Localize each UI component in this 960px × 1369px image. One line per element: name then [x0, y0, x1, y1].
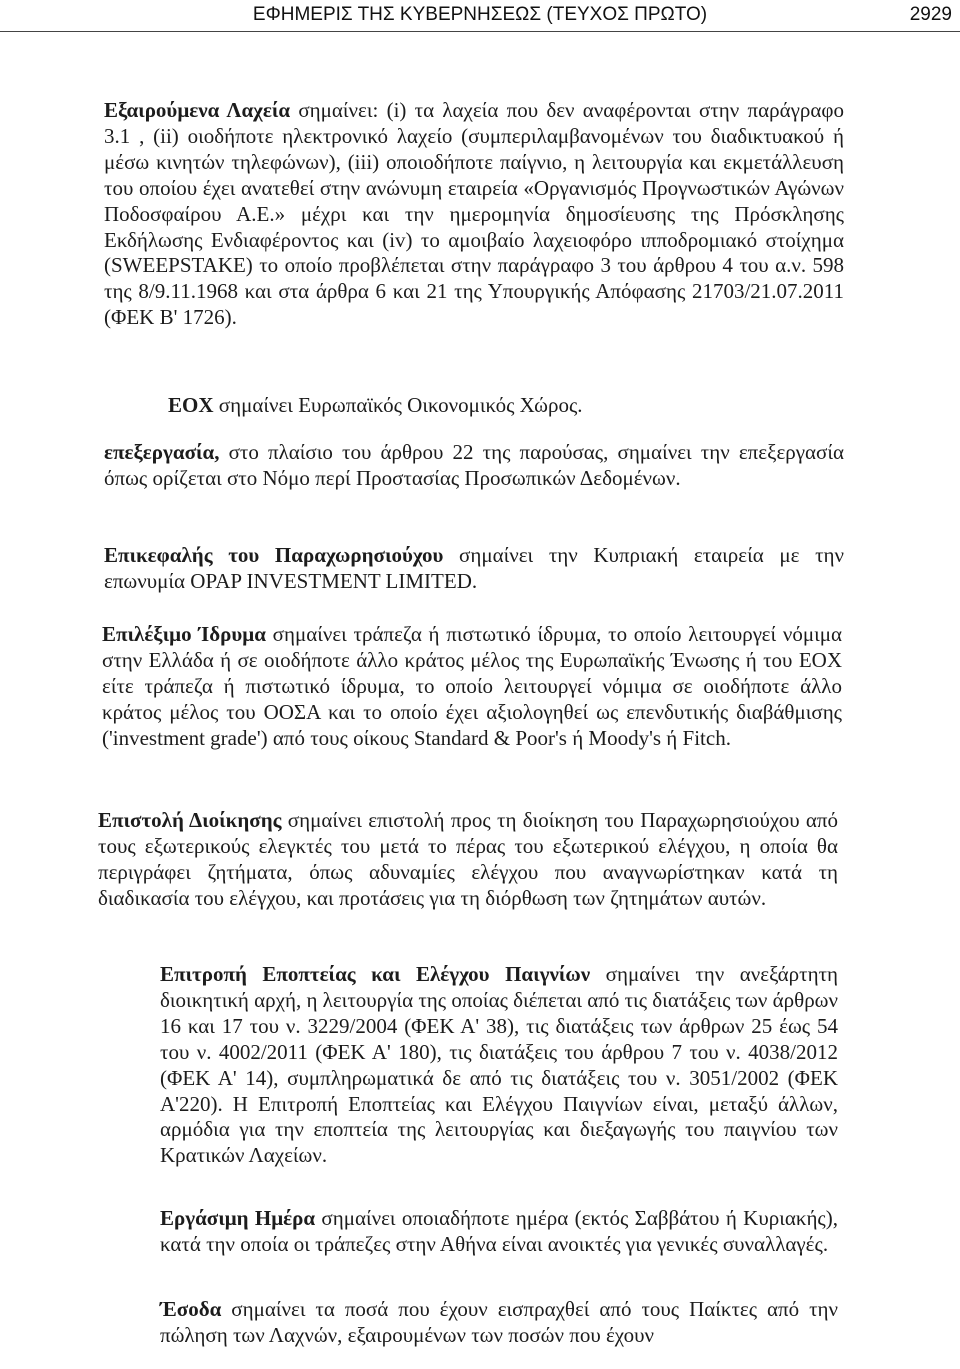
definition-term: Έσοδα	[160, 1297, 222, 1321]
page-number: 2929	[909, 4, 952, 25]
definition-eox	[168, 393, 848, 419]
definition-text: σημαίνει Ευρωπαϊκός Οικονομικός Χώρος.	[213, 393, 583, 417]
definition-term: Επιτροπή Εποπτείας και Ελέγχου Παιγνίων	[160, 962, 591, 986]
definition-text: σημαίνει τα ποσά που έχουν εισπραχθεί από τους Παίκτες από την πώληση των Λαχνών, εξαιρουμένων των ποσών που έχουν	[160, 1297, 838, 1347]
scanned-document-body	[0, 40, 960, 1369]
definition-text: σημαίνει την Κυπριακή εταιρεία με την επωνυμία OPAP INVESTMENT LIMITED.	[104, 543, 845, 593]
definition-gaming-commission	[160, 962, 838, 1169]
definition-text: σημαίνει: (i) τα λαχεία που δεν αναφέρονται στην παράγραφο 3.1 , (ii) οιοδήποτε ηλεκτρονικό λαχείο (συμπεριλαμβανομένων του διαδικτυακού ή μέσω κινητών τηλεφώνων), (iii) οποιοδήποτε παίγνιο, η λειτουργία και εκμετάλλευση του οποίου έχει ανατεθεί στην ανώνυμη εταιρεία «Οργανισμός Προγνωστικών Αγώνων Ποδοσφαίρου Α.Ε.» μέχρι και την ημερομηνία δημοσίευσης της Πρόσκλησης Εκδήλωσης Ενδιαφέροντος και (iv) το αμοιβαίο λαχειοφόρο ιπποδρομιακό στοίχημα (SWEEPSTAKE) το οποίο προβλέπεται στην παράγραφο 3 του άρθρου 4 του α.ν. 598 της 8/9.11.1968 και στα άρθρα 6 και 21 της Υπουργικής Απόφασης 21703/21.07.2011 (ΦΕΚ Β' 1726).	[104, 98, 844, 330]
definition-text: στο πλαίσιο του άρθρου 22 της παρούσας, σημαίνει την επεξεργασία όπως ορίζεται στο Νόμο περί Προστασίας Προσωπικών Δεδομένων.	[104, 440, 844, 490]
definition-concessionaire-head	[104, 543, 844, 595]
definition-processing	[104, 440, 844, 492]
definition-text: σημαίνει επιστολή προς τη διοίκηση του Παραχωρησιούχου από τους εξωτερικούς ελεγκτές του μετά το πέρας του εξωτερικού ελέγχου, η οποία θα περιγράφει ζητήματα, όπως αδυναμίες ελέγχου που αναγνωρίστηκαν κατά τη διαδικασία του ελέγχου, και προτάσεις για τη διόρθωση των ζητημάτων αυτών.	[98, 808, 839, 910]
definition-management-letter	[98, 808, 838, 912]
gazette-title: ΕΦΗΜΕΡΙΣ ΤΗΣ ΚΥΒΕΡΝΗΣΕΩΣ (ΤΕΥΧΟΣ ΠΡΩΤΟ)	[252, 4, 708, 25]
header-divider	[0, 31, 960, 32]
definition-eligible-institution	[102, 622, 842, 752]
definition-term: Επιστολή Διοίκησης	[98, 808, 282, 832]
definition-term: επεξεργασία,	[104, 440, 220, 464]
definition-excluded-lotteries	[104, 98, 844, 331]
definition-term: Επιλέξιμο Ίδρυμα	[102, 622, 266, 646]
definition-text: σημαίνει την ανεξάρτητη διοικητική αρχή, η λειτουργία της οποίας διέπεται από τις διατάξεις των άρθρων 16 και 17 του ν. 3229/2004 (ΦΕΚ Α' 38), τις διατάξεις των άρθρων 25 έως 54 του ν. 4002/2011 (ΦΕΚ Α' 180), τις διατάξεις του άρθρου 7 του ν. 4038/2012 (ΦΕΚ Α' 14), συμπληρωματικά δε από τις διατάξεις του ν. 3051/2002 (ΦΕΚ Α'220). Η Επιτροπή Εποπτείας και Ελέγχου Παιγνίων είναι, μεταξύ άλλων, αρμόδια για την εποπτεία της λειτουργίας και διεξαγωγής του παιγνίου των Κρατικών Λαχείων.	[160, 962, 838, 1168]
definition-term: ΕΟΧ	[168, 393, 214, 417]
definition-text: σημαίνει τράπεζα ή πιστωτικό ίδρυμα, το οποίο λειτουργεί νόμιμα στην Ελλάδα ή σε οιοδήποτε άλλο κράτος μέλος της Ευρωπαϊκής Ένωσης ή του ΕΟΧ είτε τράπεζα ή πιστωτικό ίδρυμα, το οποίο λειτουργεί νόμιμα σε οιοδήποτε άλλο κράτος μέλος του ΟΟΣΑ και το οποίο έχει αξιολογηθεί ως επενδυτικής διαβάθμισης ('investment grade') από τους οίκους Standard & Poor's ή Moody's ή Fitch.	[102, 622, 842, 750]
definition-business-day	[160, 1206, 838, 1258]
definition-term: Εργάσιμη Ημέρα	[160, 1206, 316, 1230]
definition-term: Εξαιρούμενα Λαχεία	[104, 98, 291, 122]
definition-text: σημαίνει οποιαδήποτε ημέρα (εκτός Σαββάτου ή Κυριακής), κατά την οποία οι τράπεζες στην Αθήνα είναι ανοικτές για γενικές συναλλαγές.	[160, 1206, 838, 1256]
definition-revenue	[160, 1297, 838, 1349]
page-header	[0, 0, 960, 34]
definition-term: Επικεφαλής του Παραχωρησιούχου	[104, 543, 444, 567]
